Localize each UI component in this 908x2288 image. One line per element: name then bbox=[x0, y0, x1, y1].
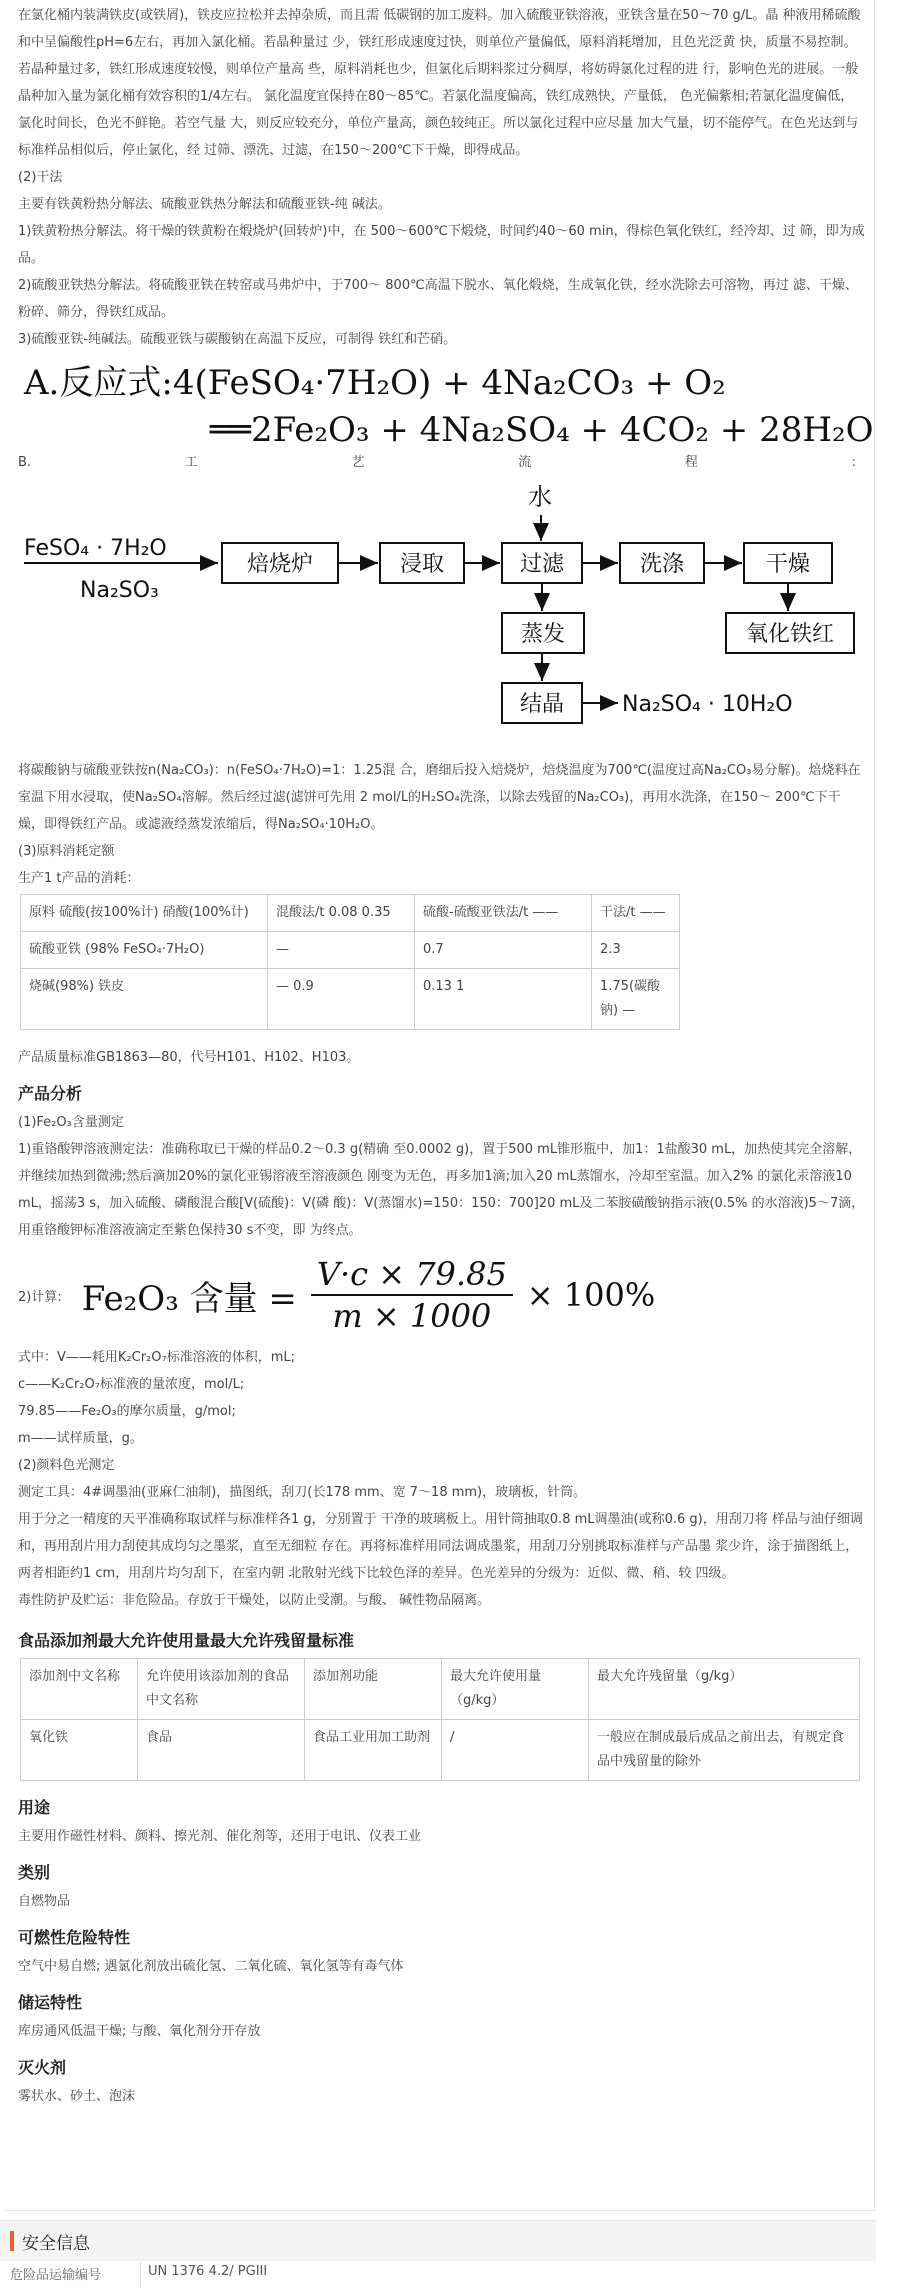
table-row: 烧碱(98%) 铁皮 — 0.9 0.13 1 1.75(碳酸钠) — bbox=[21, 969, 680, 1030]
flow-box-crystallization bbox=[502, 683, 582, 723]
flow-box-evaporation bbox=[502, 613, 584, 653]
flow-input-feso4: FeSO₄ · 7H₂O bbox=[24, 536, 167, 561]
flow-box-leaching bbox=[380, 543, 464, 583]
svg-text:干燥: 干燥 bbox=[765, 552, 811, 577]
analysis-sub2: (2)颜料色光测定 bbox=[18, 1458, 115, 1473]
property-section-storage: 储运特性 库房通风低温干燥; 与酸、氧化剂分开存放 bbox=[18, 1993, 261, 2039]
section-accent-bar bbox=[10, 2231, 14, 2251]
formula-var-v: 式中：V——耗用K₂Cr₂O₇标准溶液的体积，mL; bbox=[18, 1350, 295, 1365]
flow-box-filtration bbox=[502, 543, 582, 583]
formula-calc-label: 2)计算: bbox=[18, 1289, 62, 1305]
svg-text:氧化铁红: 氧化铁红 bbox=[745, 622, 835, 647]
analysis-method: 1)重铬酸钾溶液测定法：准确称取已干燥的样品0.2～0.3 g(精确 至0.0002 g)，置于500 mL锥形瓶中，加1：1盐酸30 mL，加热使其完全溶解，并继续加热到微沸;然后滴加20%的氯化亚锡溶液至溶液颜色 刚变为无色，再多加1滴;加入20 mL蒸馏水，冷却至室温。加入2% 的氯化汞溶液10 mL，摇荡3 s，加入硫酸、磷酸混合酸[V(硫酸)：V(磷 酸)：V(蒸馏水)=150：150：700]20 mL及二苯胺磺酸钠指示液(0.5% 的水溶液)5～7滴，用重铬酸钾标准溶液滴定至紫色保持30 s不变，即 为终点。 bbox=[18, 1142, 865, 1238]
formula-var-m: m——试样质量，g。 bbox=[18, 1431, 143, 1446]
reaction-line-2: ══2Fe₂O₃ + 4Na₂SO₄ + 4CO₂ + 28H₂O bbox=[210, 410, 874, 450]
table-row: 氧化铁 食品 食品工业用加工助剂 / 一般应在制成最后成品之前出去，有规定食品中残留量的除外 bbox=[21, 1720, 860, 1781]
process-heading: B. 工 艺 流 程 : bbox=[18, 455, 856, 470]
svg-text:焙烧炉: 焙烧炉 bbox=[246, 552, 314, 577]
formula-var-c: c——K₂Cr₂O₇标准液的量浓度，mol/L; bbox=[18, 1377, 245, 1392]
property-section-usage: 用途 主要用作磁性材料、颜料、擦光剂、催化剂等，还用于电讯、仪表工业 bbox=[18, 1798, 422, 1844]
flow-box-washing bbox=[620, 543, 704, 583]
intro-paragraph-5: 2)硫酸亚铁热分解法。将硫酸亚铁在转窑或马弗炉中，于700～ 800℃高温下脱水、氧化煅烧，生成氧化铁，经水洗除去可溶物，再过 滤、干燥、粉碎、筛分，得铁红成品。 bbox=[18, 278, 858, 320]
article-body bbox=[4, 0, 875, 2211]
consumption-subheading: 生产1 t产品的消耗： bbox=[18, 871, 140, 886]
safety-info-row bbox=[0, 2262, 876, 2288]
intro-paragraph-2: (2)干法 bbox=[18, 170, 63, 185]
reaction-equation bbox=[24, 359, 874, 453]
flow-box-iron-oxide-red bbox=[726, 613, 854, 653]
process-flow-diagram bbox=[18, 473, 874, 757]
flow-water: 水 bbox=[528, 483, 552, 511]
safety-info-title: 安全信息 bbox=[22, 2234, 90, 2254]
svg-text:结晶: 结晶 bbox=[519, 692, 565, 717]
property-section-category: 类别 自燃物品 bbox=[18, 1863, 71, 1909]
flow-output: Na₂SO₄ · 10H₂O bbox=[622, 692, 793, 717]
formula-lhs: Fe₂O₃ 含量 = bbox=[81, 1278, 297, 1319]
intro-paragraph-3: 主要有铁黄粉热分解法、硫酸亚铁热分解法和硫酸亚铁-纯 碱法。 bbox=[18, 197, 391, 212]
safety-info-header bbox=[0, 2220, 876, 2261]
property-section-extinguisher: 灭火剂 雾状水、砂土、泡沫 bbox=[18, 2058, 136, 2104]
flow-input-na2so3: Na₂SO₃ bbox=[80, 578, 159, 603]
process-paragraph: 将碳酸钠与硫酸亚铁按n(Na₂CO₃)：n(FeSO₄·7H₂O)=1：1.25混 合，磨细后投入焙烧炉，焙烧温度为700℃(温度过高Na₂CO₃易分解)。焙烧料在室温下用水浸取，使Na₂SO₄溶解。然后经过滤(滤饼可先用 2 mol/L的H₂SO₄洗涤，以除去残留的Na₂CO₃)，再用水洗涤，在150～ 200℃下干燥，即得铁红产品。或滤液经蒸发浓缩后，得Na₂SO₄·10H₂O。 bbox=[18, 763, 861, 832]
analysis-title: 产品分析 bbox=[18, 1084, 83, 1103]
intro-paragraph-1: 在氯化桶内装满铁皮(或铁屑)，铁皮应拉松并去掉杂质，而且需 低碳钢的加工废料。加入硫酸亚铁溶液，亚铁含量在50～70 g/L。晶 种液用稀硫酸和中呈偏酸性pH=6左右，再加入氯化桶。若晶种量过 少，铁红形成速度过快，则单位产量偏低，原料消耗增加，且色光泛黄 快，质量不易控制。若晶种量过多，铁红形成速度较慢，则单位产量高 些，原料消耗也少，但氯化后期料浆过分稠厚，将妨碍氯化过程的进 行，影响色光的进展。一般晶种加入量为氯化桶有效容积的1/4左右。 氯化温度宜保持在80～85℃。若氯化温度偏高，铁红成熟快，产量低， 色光偏紫相;若氯化温度偏低，氯化时间长，色光不鲜艳。若空气量 大，则反应较充分，单位产量高，颜色较纯正。所以氯化过程中应尽量 加大气量，切不能停气。在色光达到与标准样品相似后，停止氯化，经 过筛、漂洗、过滤，在150～200℃下干燥，即得成品。 bbox=[18, 8, 861, 158]
analysis-procedure: 用于分之一精度的天平准确称取试样与标准样各1 g，分别置于 干净的玻璃板上。用针筒抽取0.8 mL调墨油(或称0.6 g)，用刮刀将 样品与油仔细调和，再用刮片用力刮使其成均匀之墨浆，直至无细粒 存在。再将标准样用同法调成墨浆，用刮刀分别挑取标准样与产品墨 浆少许，涂于描图纸上，两者相距约1 cm，用刮片均匀刮下，在室内朝 北散射光线下比较色泽的差异。色光差异的分级为：近似、微、稍、较 四级。 bbox=[18, 1512, 863, 1581]
reaction-line-1: 4(FeSO₄·7H₂O) + 4Na₂CO₃ + O₂ bbox=[172, 363, 726, 403]
intro-paragraph-6: 3)硫酸亚铁-纯碱法。硫酸亚铁与碳酸钠在高温下反应，可制得 铁红和芒硝。 bbox=[18, 332, 457, 347]
intro-paragraph-4: 1)铁黄粉热分解法。将干燥的铁黄粉在煅烧炉(回转炉)中，在 500～600℃下煅烧，时间约40～60 min，得棕色氧化铁红，经冷却、过 筛，即为成品。 bbox=[18, 224, 865, 266]
formula bbox=[18, 1250, 874, 1340]
flow-box-drying bbox=[744, 543, 832, 583]
svg-text:过滤: 过滤 bbox=[519, 552, 565, 577]
safety-row-value: UN 1376 4.2/ PGIII bbox=[148, 2264, 268, 2279]
safety-row-label: 危险品运输编号 bbox=[10, 2268, 102, 2283]
formula-numerator: V·c × 79.85 bbox=[311, 1254, 513, 1296]
svg-text:洗涤: 洗涤 bbox=[639, 552, 685, 577]
analysis-tools: 测定工具：4#调墨油(亚麻仁油制)，描图纸，刮刀(长178 mm、宽 7～18 mm)，玻璃板，针筒。 bbox=[18, 1485, 587, 1500]
consumption-heading: (3)原料消耗定额 bbox=[18, 844, 115, 859]
analysis-safety-note: 毒性防护及贮运：非危险品。存放于干燥处，以防止受潮。与酸、 碱性物品隔离。 bbox=[18, 1593, 491, 1608]
flow-box-roaster bbox=[222, 543, 338, 583]
svg-text:浸取: 浸取 bbox=[399, 552, 445, 577]
formula-tail: × 100% bbox=[526, 1276, 656, 1314]
additive-title: 食品添加剂最大允许使用量最大允许残留量标准 bbox=[18, 1631, 355, 1650]
formula-denominator: m × 1000 bbox=[332, 1297, 492, 1335]
property-section-flammability: 可燃性危险特性 空气中易自燃; 遇氯化剂放出硫化氢、二氧化硫、氧化氢等有毒气体 bbox=[18, 1928, 404, 1974]
reaction-label: A.反应式: bbox=[24, 363, 173, 403]
table-row: 添加剂中文名称 允许使用该添加剂的食品中文名称 添加剂功能 最大允许使用量（g/kg） 最大允许残留量（g/kg） bbox=[21, 1659, 860, 1720]
table-row: 硫酸亚铁 (98% FeSO₄·7H₂O) — 0.7 2.3 bbox=[21, 932, 680, 969]
formula-var-molar: 79.85——Fe₂O₃的摩尔质量，g/mol; bbox=[18, 1404, 236, 1419]
additive-table bbox=[20, 1658, 860, 1781]
table-row: 原料 硫酸(按100%计) 硝酸(100%计) 混酸法/t 0.08 0.35 硫酸-硫酸亚铁法/t —— 干法/t —— bbox=[21, 895, 680, 932]
consumption-table bbox=[20, 894, 680, 1030]
svg-text:蒸发: 蒸发 bbox=[520, 622, 566, 647]
analysis-sub1: (1)Fe₂O₃含量测定 bbox=[18, 1115, 124, 1130]
quality-standard: 产品质量标准GB1863—80，代号H101、H102、H103。 bbox=[18, 1050, 360, 1065]
